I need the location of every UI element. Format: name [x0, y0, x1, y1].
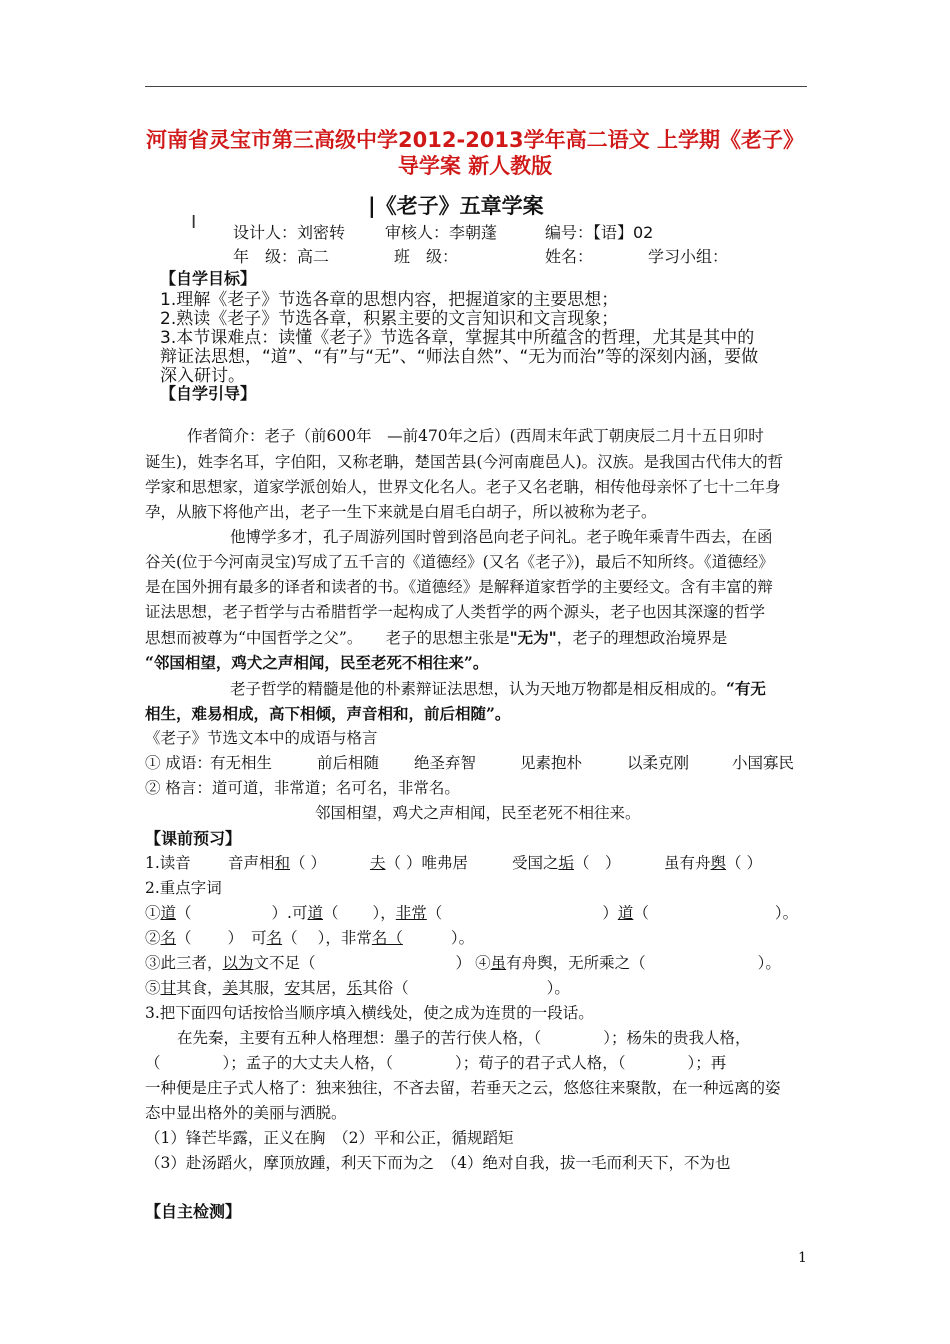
idiom-item: 绝圣弃智	[414, 754, 477, 772]
goal-line: 1.理解《老子》节选各章的思想内容，把握道家的主要思想；	[160, 290, 619, 310]
goal-line: 深入研讨。	[160, 366, 245, 386]
q1-text: 虽有舟	[664, 854, 711, 872]
q1-blank: （ ）	[290, 854, 326, 872]
goal-line: 3.本节课难点：读懂《老子》节选各章，掌握其中所蕴含的哲理，尤其是其中的	[160, 328, 755, 348]
q1-item	[370, 851, 468, 877]
doc-number: 编号：【语】02	[545, 223, 654, 242]
maxims-line: 邻国相望，鸡犬之声相闻，民至老死不相往来。	[315, 804, 641, 822]
goal-line: 辩证法思想，“道”、“有”与“无”、“师法自然”、“无为而治”等的深刻内涵，要做	[160, 347, 759, 367]
q2-underlined: 名（	[371, 929, 403, 947]
q3-option: （3）赴汤蹈火，摩顶放踵，利天下而为之 （4）绝对自我，拔一毛而利天下，不为也	[145, 1154, 731, 1172]
q2-underlined: 美	[222, 979, 239, 997]
q2-underlined: 道	[160, 904, 177, 922]
q2-text: 其俗（	[362, 979, 409, 997]
intro-line: 是在国外拥有最多的译者和读者的书。《道德经》是解释道家哲学的主要经文。含有丰富的辩	[145, 578, 773, 596]
section-goals-title: 【自学目标】	[160, 269, 257, 288]
idiom-item: 前后相随	[317, 754, 380, 772]
idiom-item: 见素抱朴	[520, 754, 583, 772]
q1-text: （ ）唯弗居	[385, 854, 468, 872]
q2-underlined: 道	[617, 904, 634, 922]
q1-underlined: 垢	[558, 854, 575, 872]
section-test-title: 【自主检测】	[145, 1202, 242, 1221]
section-guide-title: 【自学引导】	[160, 384, 257, 403]
name-field: 姓名：	[545, 247, 594, 266]
intro-line: 孕，从腋下将他产出，老子一生下来就是白眉毛白胡子，所以被称为老子。	[145, 503, 657, 521]
q2-text: 其食，	[176, 979, 223, 997]
q2-text: ）	[602, 904, 618, 922]
q2-row	[145, 901, 798, 927]
q2-text: （	[176, 904, 192, 922]
q2-underlined: 乐	[346, 979, 363, 997]
idioms-heading: 《老子》节选文本中的成语与格言	[145, 729, 378, 747]
q3-line: 在先秦，主要有五种人格理想：墨子的苦行侠人格，（ ）；杨朱的贵我人格，	[177, 1029, 751, 1047]
q2-text: ），	[372, 904, 396, 922]
intro-line: 他博学多才，孔子周游列国时曾到洛邑向老子问礼。老子晚年乘青牛西去，在函	[230, 528, 773, 546]
q2-text: ）	[227, 929, 244, 947]
q1-underlined: 舆	[710, 854, 727, 872]
q2-text: ）。	[450, 929, 475, 947]
q3-line: （ ）；孟子的大丈夫人格，（ ）；荀子的君子式人格，（ ）；再	[145, 1054, 727, 1072]
q2-row	[145, 976, 570, 1002]
intro-text: ，老子的理想政治境界是	[556, 629, 728, 647]
intro-text: 思想而被尊为“中国哲学之父”。 老子的思想主张是	[145, 629, 510, 647]
q2-text: （	[426, 904, 443, 922]
idiom-item: 有无相生	[210, 754, 273, 772]
q3-line: 一种便是庄子式人格了：独来独往，不吝去留，若垂天之云，悠悠往来聚散，在一种远离的姿	[145, 1079, 781, 1097]
text-cursor-icon: I	[191, 212, 197, 233]
q1-underlined: 夫	[370, 854, 386, 872]
q1-underlined: 和	[274, 854, 291, 872]
q2-underlined: 名	[266, 929, 283, 947]
q2-underlined: 名	[160, 929, 177, 947]
q1-item	[664, 851, 762, 877]
q3-option: （1）锋芒毕露，正义在胸 （2）平和公正，循规蹈矩	[145, 1129, 514, 1147]
q2-text: ）。	[757, 954, 781, 972]
goal-line: 2.熟读《老子》节选各章，积累主要的文言知识和文言现象；	[160, 309, 619, 329]
q1-blank: （ ）	[574, 854, 621, 872]
grade: 年 级：高二	[233, 247, 330, 266]
q1-text: 音声相	[228, 854, 275, 872]
q1-item	[228, 851, 326, 877]
q2-text: 可	[251, 929, 267, 947]
subtitle: |《老子》五章学案	[368, 194, 544, 218]
q2-text: ），非常	[317, 929, 372, 947]
intro-text: 老子哲学的精髓是他的朴素辩证法思想，认为天地万物都是相反相成的。	[230, 680, 727, 698]
intro-line: 诞生)，姓李名耳，字伯阳，又称老聃，楚国苦县(今河南鹿邑人)。汉族。是我国古代伟大的哲	[145, 453, 784, 471]
q1-label: 1.读音	[145, 854, 191, 872]
document-title-line1: 河南省灵宝市第三高级中学2012-2013学年高二语文 上学期《老子》	[146, 128, 804, 152]
q2-text: ⑤	[145, 979, 161, 997]
q2-underlined: 安	[284, 979, 301, 997]
q2-underlined: 非常	[395, 904, 427, 922]
intro-bold-text: “有无	[726, 679, 766, 698]
q2-text: （	[323, 904, 339, 922]
q2-underlined: 以为	[222, 954, 254, 972]
intro-line: 学家和思想家，道家学派创始人，世界文化名人。老子又名老聃，相传他母亲怀了七十二年身	[145, 478, 781, 496]
q2-text: ）。	[546, 979, 570, 997]
q2-text: （	[282, 929, 298, 947]
document-title-line2: 导学案 新人教版	[397, 154, 553, 178]
class-field: 班 级：	[394, 247, 459, 266]
reviewer: 审核人：李朝蓬	[385, 223, 498, 242]
q2-row	[145, 926, 474, 952]
q2-text: ）	[455, 954, 472, 972]
intro-line	[230, 676, 766, 703]
q2-label: 2.重点字词	[145, 879, 222, 897]
q2-text: ）.可	[271, 904, 308, 922]
q2-text: ④	[475, 954, 491, 972]
q2-text: 有舟舆，无所乘之（	[506, 954, 646, 972]
maxims-line: ② 格言：道可道，非常道；名可名，非常名。	[145, 779, 460, 797]
q2-text: ②	[145, 929, 161, 947]
intro-line: 证法思想，老子哲学与古希腊哲学一起构成了人类哲学的两个源头，老子也因其深邃的哲学	[145, 603, 766, 621]
top-rule	[145, 86, 807, 87]
intro-quote: “邻国相望，鸡犬之声相闻，民至老死不相往来”。	[145, 653, 489, 672]
q2-text: ）。	[774, 904, 799, 922]
page-number: 1	[798, 1250, 807, 1266]
q1-blank: （ ）	[726, 854, 762, 872]
q3-line: 态中显出格外的美丽与洒脱。	[145, 1104, 347, 1122]
idioms-label: ① 成语：	[145, 754, 212, 772]
idiom-item: 以柔克刚	[627, 754, 690, 772]
q2-text: 其居，	[300, 979, 347, 997]
q2-text: ③此三者，	[145, 954, 223, 972]
q2-row	[145, 951, 781, 977]
q2-underlined: 虽	[490, 954, 507, 972]
q1-item	[512, 851, 621, 877]
q2-text: 其服，	[238, 979, 285, 997]
q2-text: （	[176, 929, 192, 947]
q2-underlined: 甘	[160, 979, 177, 997]
intro-line: 作者简介：老子（前600年 —前470年之后）(西周末年武丁朝庚辰二月十五日卯时	[187, 427, 764, 445]
q2-text: （	[633, 904, 649, 922]
intro-line	[145, 625, 727, 652]
section-preview-title: 【课前预习】	[145, 829, 242, 848]
group-field: 学习小组：	[648, 247, 729, 266]
q1-text: 受国之	[512, 854, 559, 872]
designer: 设计人：刘密转	[233, 223, 346, 242]
q2-text: ①	[145, 904, 161, 922]
q2-text: 文不足（	[253, 954, 316, 972]
idiom-item: 小国寡民	[732, 754, 795, 772]
intro-quote: 相生，难易相成，高下相倾，声音相和，前后相随”。	[145, 704, 511, 723]
intro-bold-text: "无为"	[509, 628, 557, 647]
intro-line: 谷关(位于今河南灵宝)写成了五千言的《道德经》(又名《老子》)，最后不知所终。《道德经》	[145, 553, 774, 571]
q2-underlined: 道	[307, 904, 323, 922]
q3-prompt: 3.把下面四句话按恰当顺序填入横线处，使之成为连贯的一段话。	[145, 1004, 594, 1022]
